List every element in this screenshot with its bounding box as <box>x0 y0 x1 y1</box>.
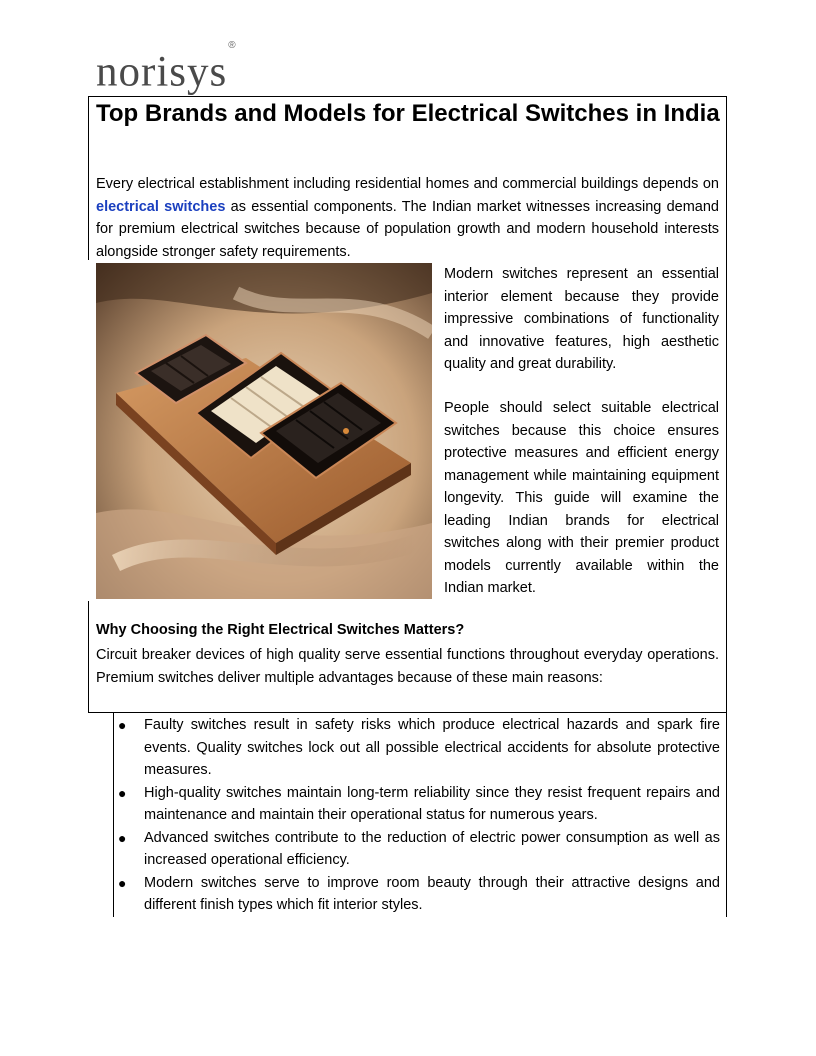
frame-bottom-edge <box>88 712 727 713</box>
frame-left-edge-upper <box>88 96 89 260</box>
reasons-list <box>113 714 720 917</box>
switches-photo <box>96 263 432 599</box>
list-item-text: Advanced switches contribute to the reduction of electric power consumption as well as increased operational efficiency. <box>144 829 720 868</box>
bullet-icon: ● <box>118 874 127 891</box>
brand-logo <box>96 40 237 96</box>
registered-mark: ® <box>228 40 237 51</box>
section-paragraph: Circuit breaker devices of high quality serve essential functions throughout everyday operations. Premium switches deliver multiple advantages because of these main reasons: <box>96 647 719 686</box>
side-paragraph-1: Modern switches represent an essential interior element because they provide impressive combinations of functionality and innovative features, high aesthetic quality and great durability. <box>444 266 719 372</box>
bullet-icon: ● <box>118 784 127 801</box>
brand-name: norisys <box>96 48 228 96</box>
page-title: Top Brands and Models for Electrical Switches in India <box>96 100 720 127</box>
intro-paragraph <box>96 173 719 263</box>
bullet-icon: ● <box>118 829 127 846</box>
frame-right-edge <box>726 96 727 712</box>
list-item <box>113 872 720 917</box>
list-item <box>113 782 720 827</box>
list-item-text: Modern switches serve to improve room beauty through their attractive designs and different finish types which fit interior styles. <box>144 874 720 913</box>
bullet-icon: ● <box>118 717 127 733</box>
intro-text-before: Every electrical establishment including residential homes and commercial buildings depends on <box>96 176 719 192</box>
list-item <box>113 827 720 872</box>
list-item-text: Faulty switches result in safety risks which produce electrical hazards and spark fire events. Quality switches lock out all possible electrical accidents for absolute protective measures. <box>144 717 720 778</box>
side-paragraph-2: People should select suitable electrical switches because this choice ensures protective measures and efficient energy management while maintaining equipment longevity. This guide will examine the leading Indian brands for electrical switches along with their premier product models currently available within the Indian market. <box>444 400 719 596</box>
section-heading: Why Choosing the Right Electrical Switches Matters? <box>96 622 465 638</box>
electrical-switches-link[interactable]: electrical switches <box>96 198 226 215</box>
list-right-edge <box>726 713 727 917</box>
frame-top-edge <box>88 96 727 97</box>
frame-left-edge-lower <box>88 601 89 713</box>
list-item-text: High-quality switches maintain long-term reliability since they resist frequent repairs and maintenance and maintain their operational status for numerous years. <box>144 784 720 823</box>
list-item <box>113 714 720 782</box>
intro-text-after: as essential components. The Indian market witnesses increasing demand for premium electrical switches because of population growth and modern household interests alongside stronger safety requirements. <box>96 198 719 260</box>
